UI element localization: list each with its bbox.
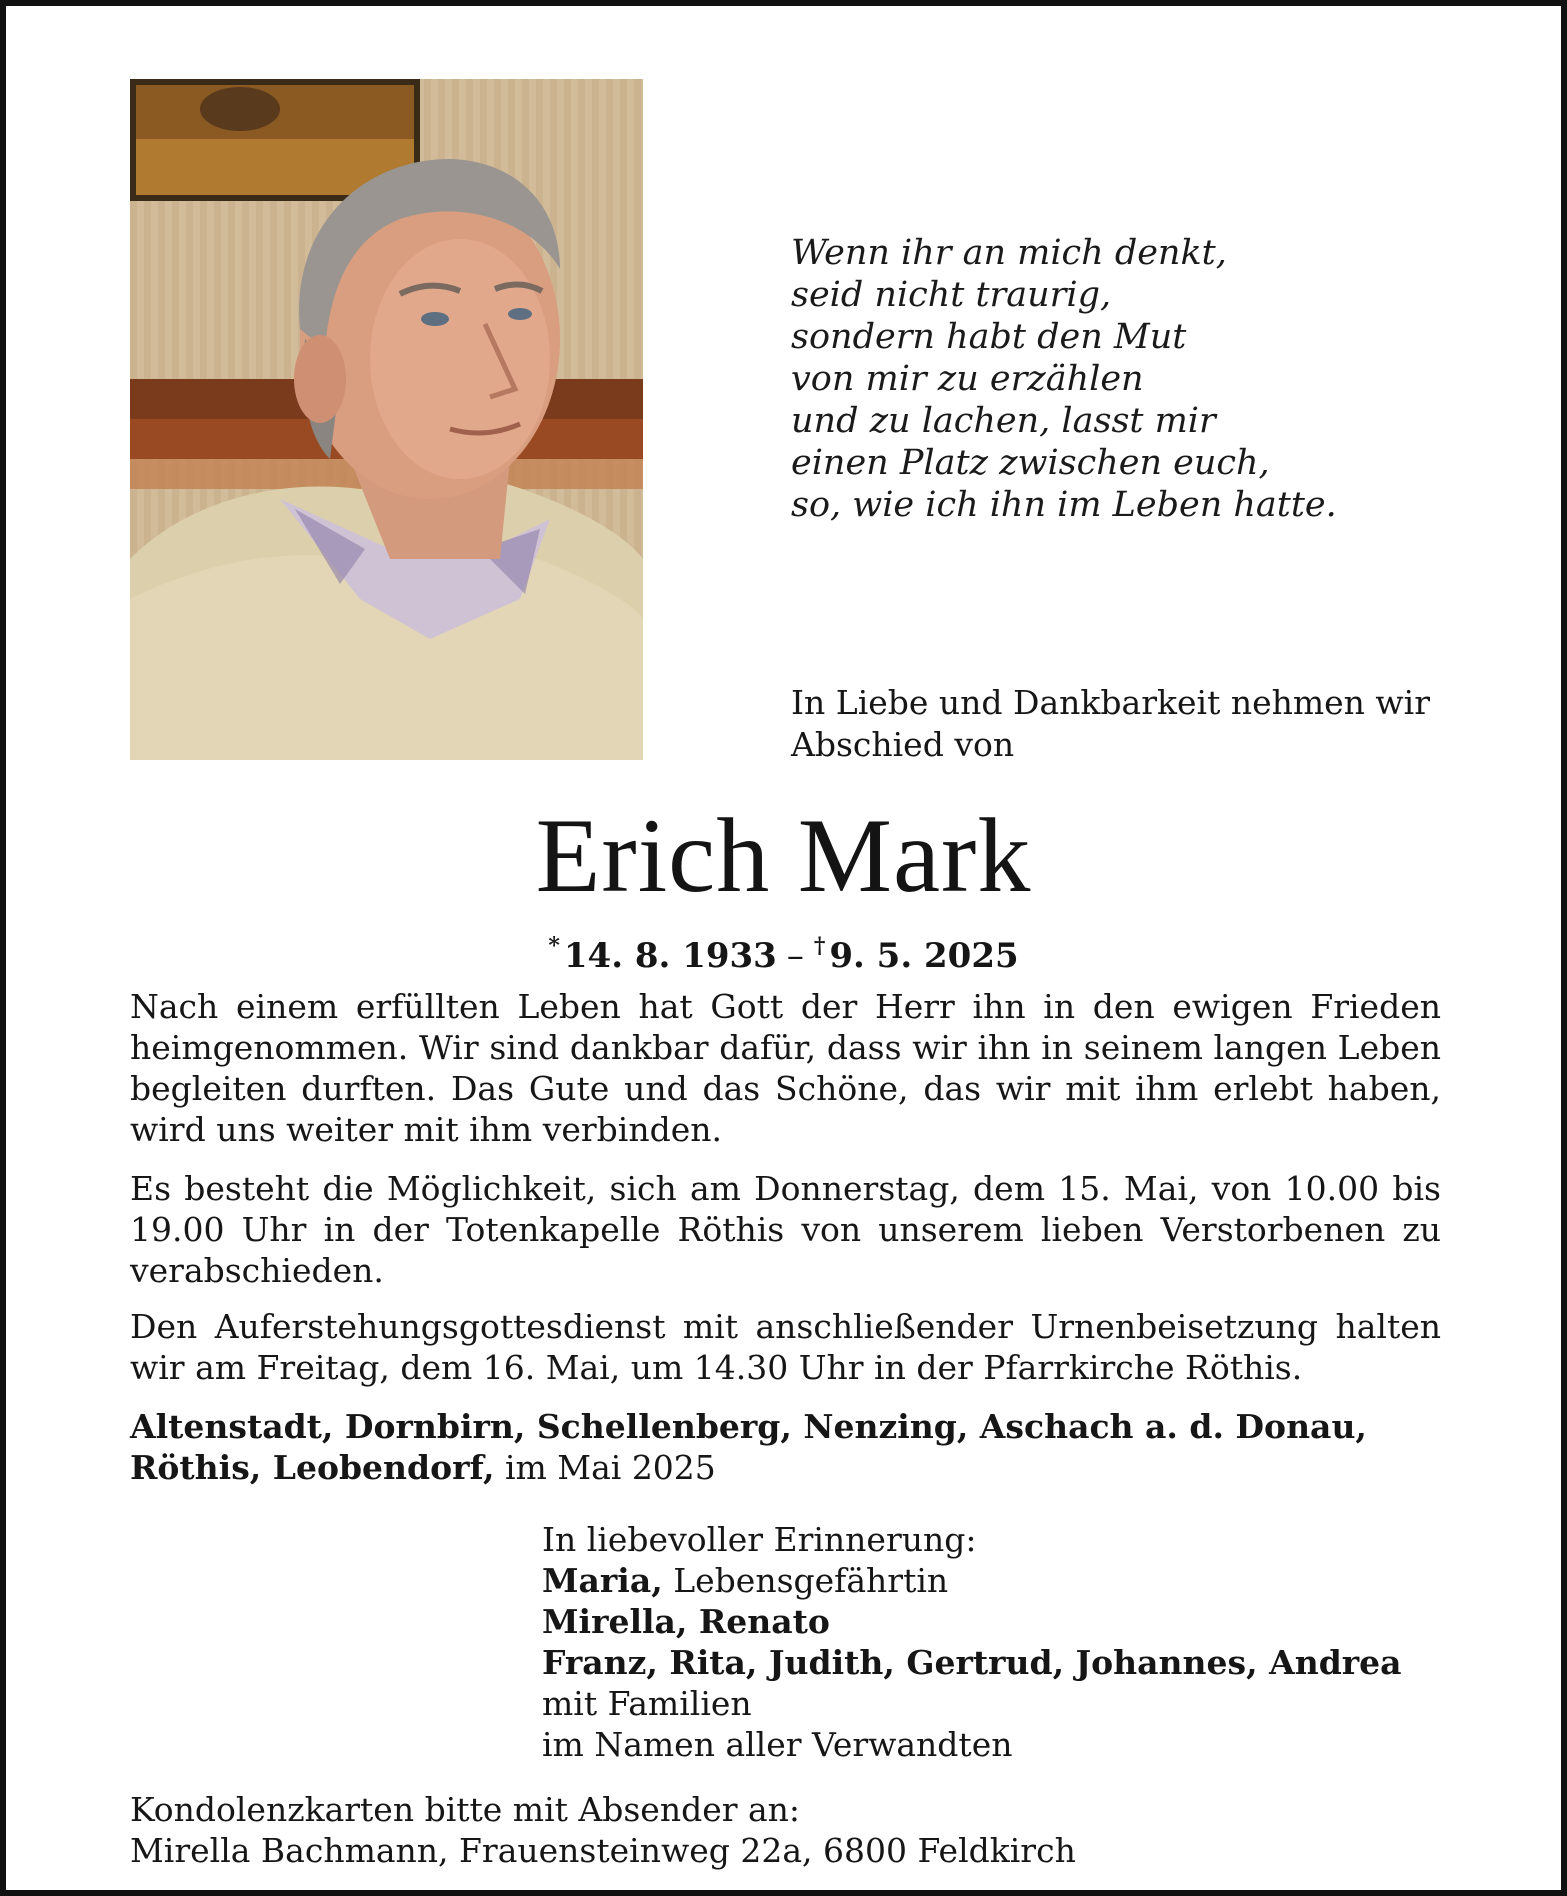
mourners-partner — [542, 1560, 1462, 1601]
poem-line: Wenn ihr an mich denkt, — [791, 233, 1227, 273]
partner-role: Lebensgefährtin — [673, 1561, 949, 1600]
places-list: Altenstadt, Dornbirn, Schellenberg, Nenzing, Aschach a. d. Donau, Röthis, Leobendorf, — [130, 1407, 1367, 1487]
notice-date: im Mai 2025 — [504, 1448, 716, 1487]
death-symbol: † — [813, 933, 826, 959]
mourners-children — [542, 1601, 1462, 1642]
sibling-names: Franz, Rita, Judith, Gertrud, Johannes, Andrea — [542, 1643, 1402, 1682]
deceased-name: Erich Mark — [535, 797, 1032, 914]
obituary-page — [6, 6, 1561, 1890]
mourners-families: mit Familien — [542, 1684, 752, 1723]
partner-name: Maria, — [542, 1561, 663, 1600]
poem-line: seid nicht traurig, — [791, 275, 1112, 315]
birth-date: 14. 8. 1933 — [563, 936, 777, 976]
children-names: Mirella, Renato — [542, 1602, 830, 1641]
poem — [791, 232, 1491, 526]
condolence-address — [130, 1789, 1330, 1871]
death-date: 9. 5. 2025 — [829, 936, 1019, 976]
poem-line: einen Platz zwischen euch, — [791, 443, 1270, 483]
poem-line: so, wie ich ihn im Leben hatte. — [791, 485, 1337, 525]
mourners-siblings — [542, 1642, 1462, 1683]
mourners-block — [542, 1519, 1462, 1765]
intro-line: In Liebe und Dankbarkeit nehmen wir — [791, 683, 1431, 722]
life-dates — [6, 924, 1561, 978]
paragraph-viewing: Es besteht die Möglichkeit, sich am Donnerstag, dem 15. Mai, von 10.00 bis 19.00 Uhr in der Totenkapelle Röthis von unserem lieben Verstorbenen zu verabschieden. — [130, 1169, 1441, 1290]
poem-line: und zu lachen, lasst mir — [791, 401, 1216, 441]
poem-line: sondern habt den Mut — [791, 317, 1187, 357]
paragraph-farewell: Nach einem erfüllten Leben hat Gott der Herr ihn in den ewigen Frieden heimgenommen. Wir sind dankbar dafür, dass wir ihn in seinem langen Leben begleiten durften. Das Gute und das Schöne, das wir mit ihm erlebt haben, wird uns weiter mit ihm verbinden. — [130, 987, 1441, 1149]
mourners-heading: In liebevoller Erinnerung: — [542, 1520, 977, 1559]
mourners-relatives: im Namen aller Verwandten — [542, 1725, 1013, 1764]
intro-text — [791, 682, 1471, 766]
date-dash: – — [786, 936, 804, 976]
portrait-photo — [130, 79, 643, 760]
poem-line: von mir zu erzählen — [791, 359, 1144, 399]
paragraph-service: Den Auferstehungsgottesdienst mit anschließender Urnenbeisetzung halten wir am Freitag, dem 16. Mai, um 14.30 Uhr in der Pfarrkirche Röthis. — [130, 1307, 1441, 1387]
intro-line: Abschied von — [791, 725, 1015, 764]
birth-symbol: * — [548, 933, 560, 959]
places-and-date — [130, 1406, 1441, 1488]
condolence-line: Kondolenzkarten bitte mit Absender an: — [130, 1790, 801, 1829]
condolence-address-line: Mirella Bachmann, Frauensteinweg 22a, 6800 Feldkirch — [130, 1831, 1076, 1870]
